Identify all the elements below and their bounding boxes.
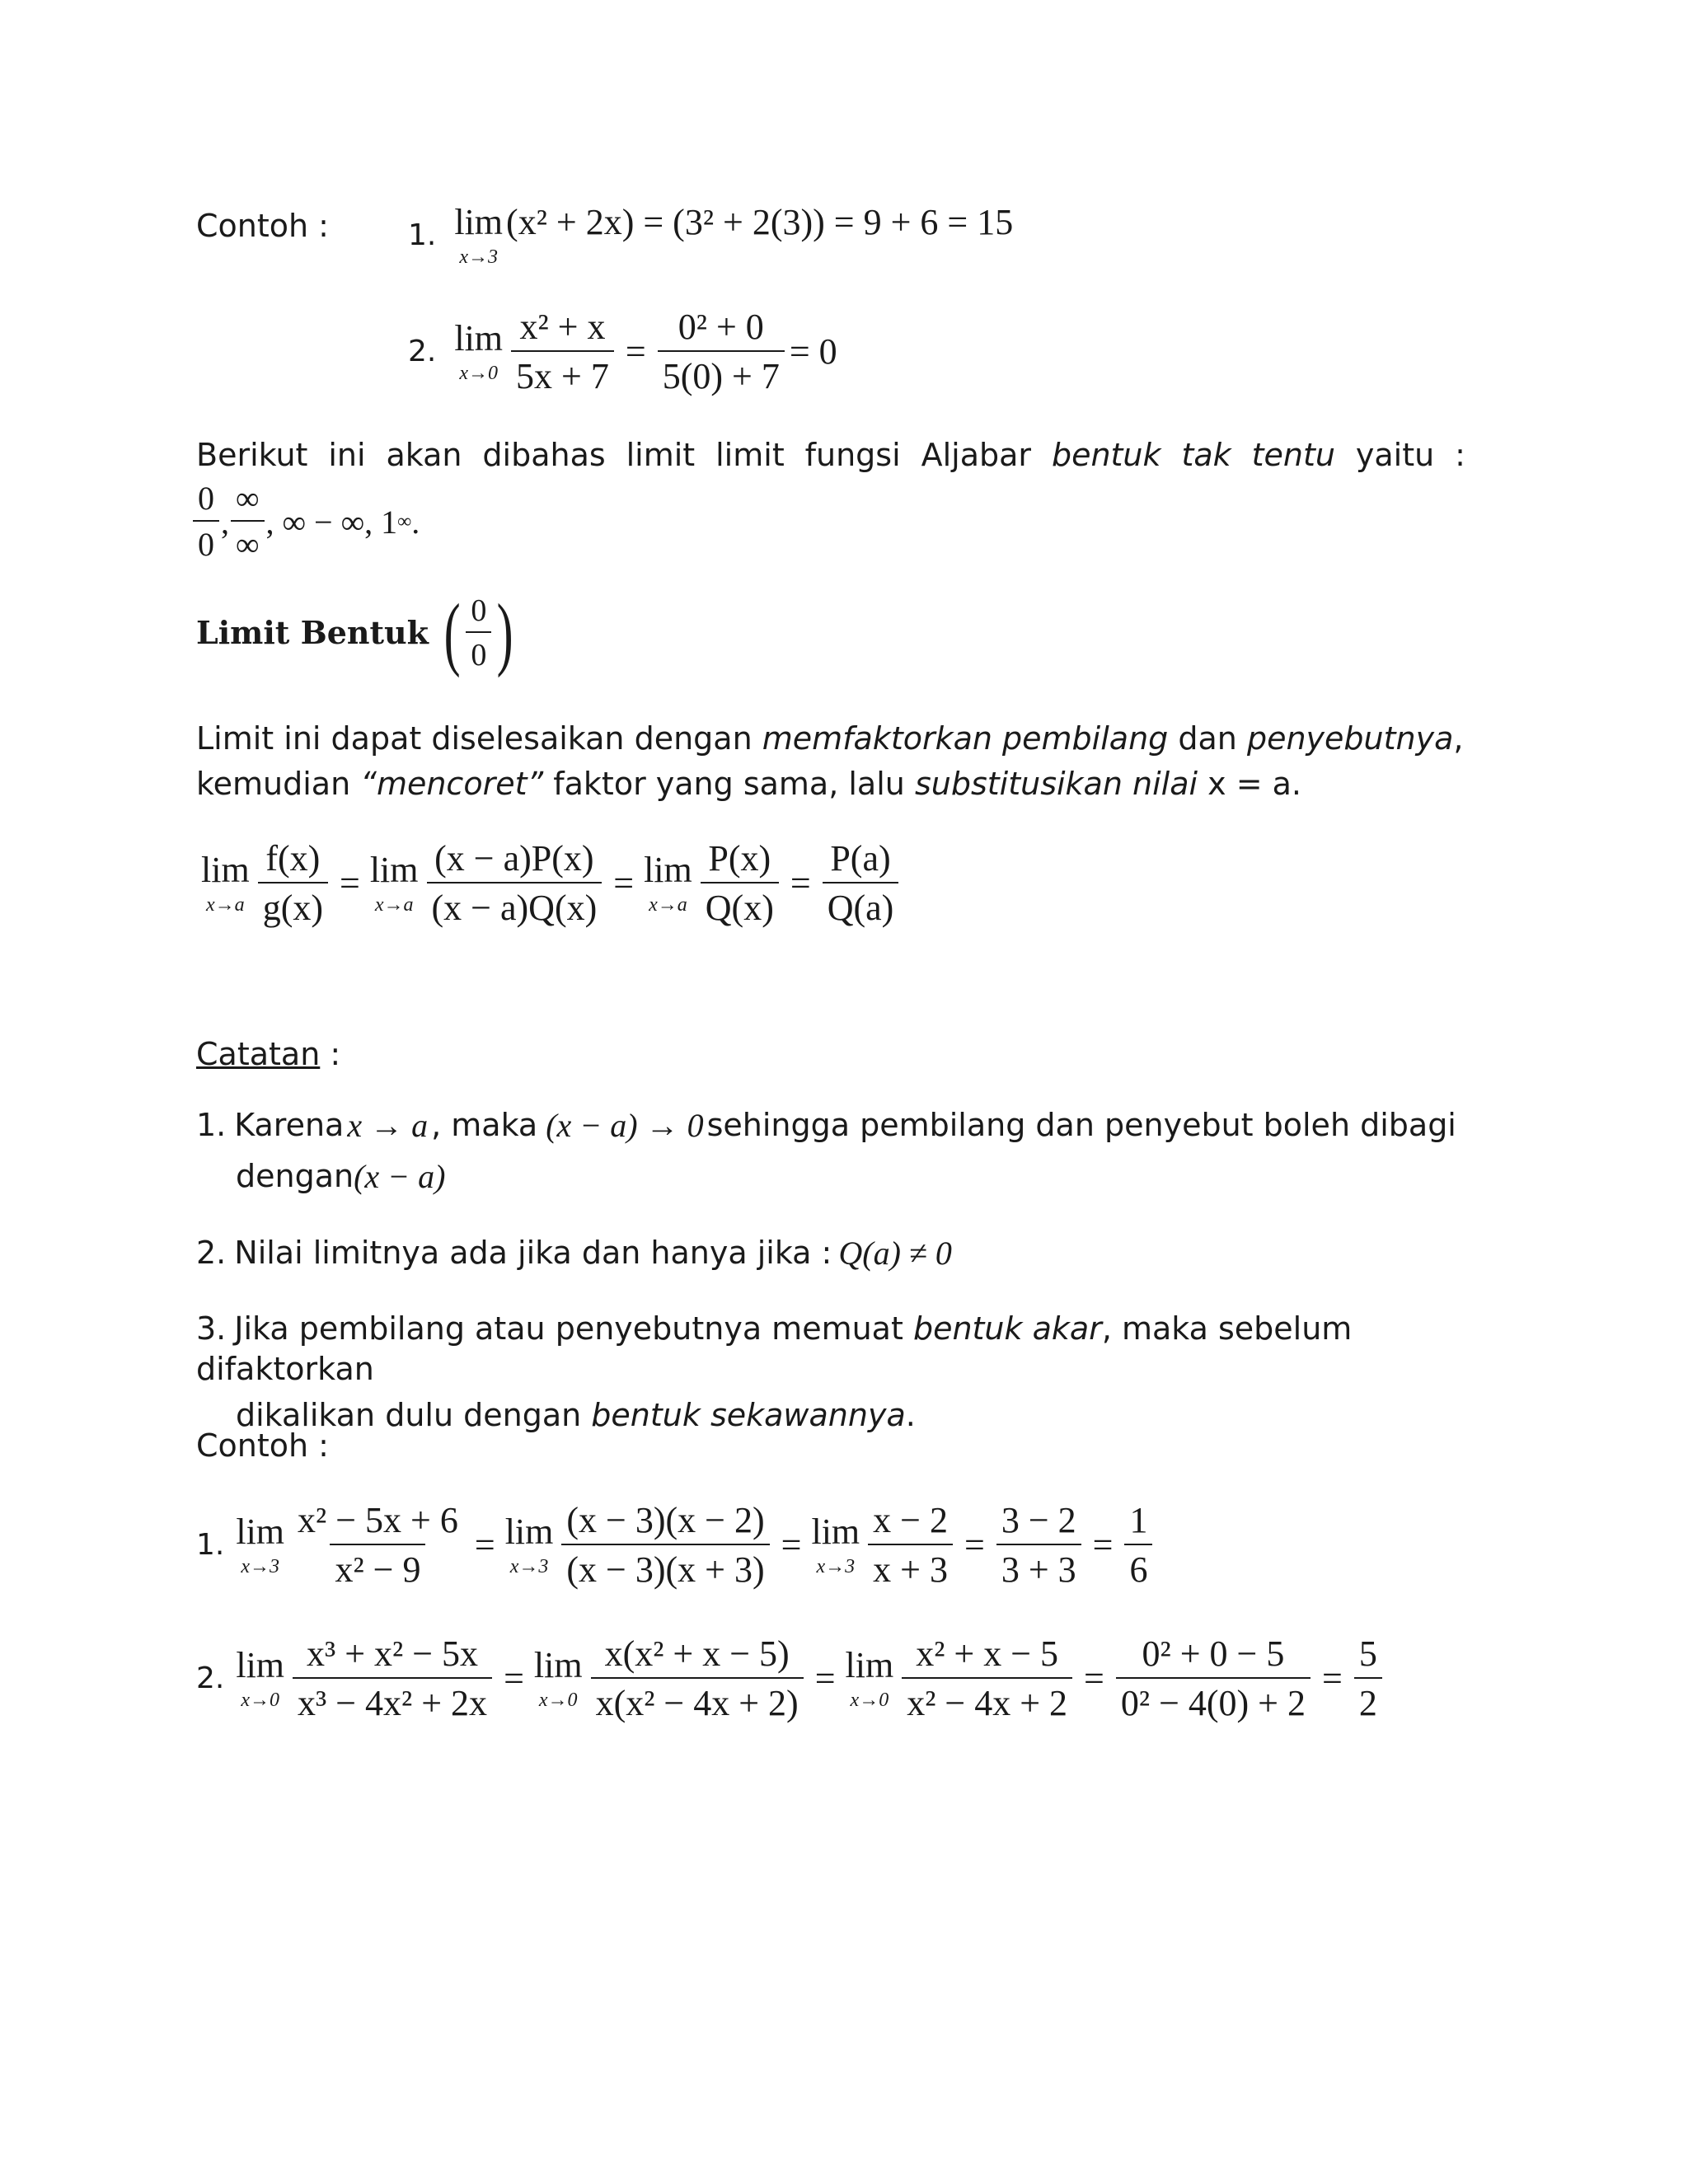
limit-operator: lim x→3	[454, 202, 504, 268]
example-number: 2.	[408, 335, 437, 368]
example-2: 2. lim x→0 $\frac{\text{x³ + x² − 5x}}{\text{x³ − 4x² + 2x}}$ = lim x→0 $\frac{\text{x(x² + x − 5)}}{\text{x(x² − 4x + 2)}}$ = lim x→0 $\frac{\text{x² + x − 5}}{\text{x² − 4x + 2}}$ = $\frac{\text{0² + 0 − 5}}{\text{0² − 4(0) + 2}}$ = $\frac{5}{2}$	[196, 1636, 1387, 1722]
result: = 0	[789, 331, 837, 372]
intro-label: Contoh :	[196, 208, 329, 244]
note-2: 2. Nilai limitnya ada jika dan hanya jika : Q(a) ≠ 0	[196, 1235, 952, 1272]
note-3: 3. Jika pembilang atau penyebutnya memuat bentuk akar, maka sebelum difaktorkan dikalikan dulu dengan bentuk sekawannya.	[196, 1310, 1353, 1433]
example-number: 1.	[408, 218, 437, 252]
indeterminate-forms-list: $\frac{0}{0}$ , $\frac{\infty}{\infty}$ , ∞ − ∞, 1 ∞ .	[191, 482, 420, 561]
example-1: 1. lim x→3 $\frac{\text{x² − 5x + 6}}{\text{x² − 9}}$ = lim x→3 $\frac{(x - 3)(x - 2)}{(x - 3)(x + 3)}$ = lim x→3 $\frac{x - 2}{x + 3}$ = $\frac{3 - 2}{3 + 3}$ = $\frac{1}{6}$	[196, 1502, 1157, 1588]
note-1: 1. Karena x → a , maka (x − a) → 0 sehingga pembilang dan penyebut boleh dibagi dengan (x − a)	[196, 1107, 1456, 1195]
method-paragraph: Limit ini dapat diselesaikan dengan memfaktorkan pembilang dan penyebutnya, kemudian “mencoret” faktor yang sama, lalu substitusikan nilai x = a.	[196, 720, 1464, 803]
fraction: $\frac{\text{x² + x}}{5x + 7}$	[511, 309, 614, 395]
limit-operator: lim x→0	[454, 318, 504, 384]
intro-example-2: 2. lim x→0 $\frac{\text{x² + x}}{5x + 7}$ = $\frac{\text{0² + 0}}{5(0) + 7}$ = 0	[408, 307, 837, 396]
intro-example-1	[408, 204, 1013, 267]
examples-label: Contoh :	[196, 1427, 329, 1464]
example-expression: (x² + 2x) = (3² + 2(3)) = 9 + 6 = 15	[506, 202, 1014, 242]
section-heading: Limit Bentuk ( $\frac{0}{0}$ )	[196, 587, 513, 678]
notes-title: Catatan :	[196, 1036, 341, 1072]
fraction: $\frac{\text{0² + 0}}{5(0) + 7}$	[658, 309, 785, 395]
general-formula: lim x→a $\frac{f(x)}{g(x)}$ = lim x→a $\frac{(x - a)P(x)}{(x - a)Q(x)}$ = lim x→a $\frac{P(x)}{Q(x)}$ = $\frac{P(a)}{Q(a)}$	[198, 841, 903, 926]
indeterminate-forms-sentence: Berikut ini akan dibahas limit limit fungsi Aljabar bentuk tak tentu yaitu :	[196, 437, 1465, 473]
